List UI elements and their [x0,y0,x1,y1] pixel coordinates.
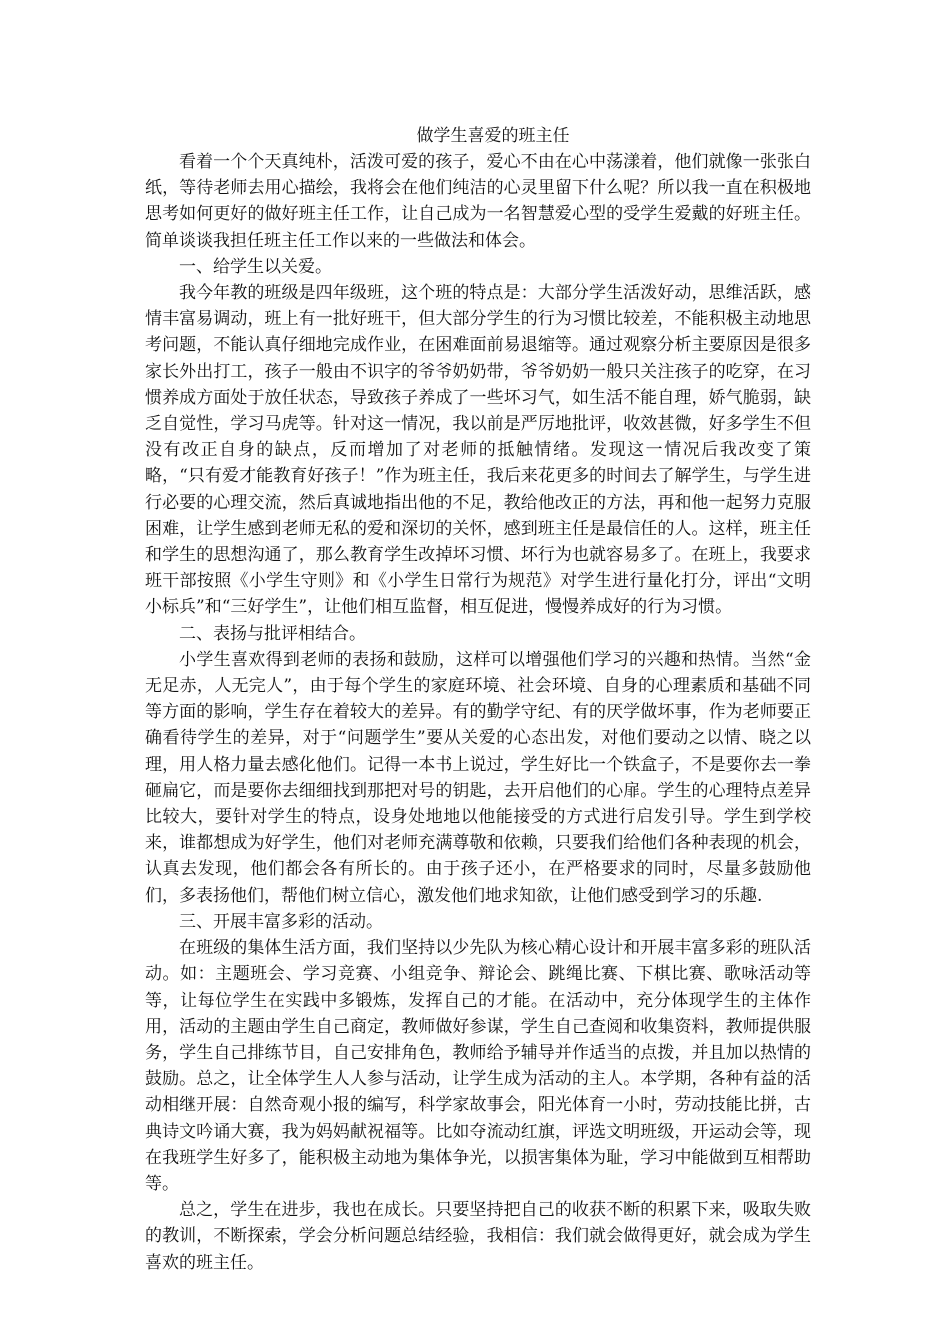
section-body-1: 我今年教的班级是四年级班，这个班的特点是：大部分学生活泼好动，思维活跃，感情丰富易调动，班上有一批好班干，但大部分学生的行为习惯比较差，不能积极主动地思考问题，不能认真仔细地完成作业，在困难面前易退缩等。通过观察分析主要原因是很多家长外出打工，孩子一般由不识字的爷爷奶奶带，爷爷奶奶一般只关注孩子的吃穿，在习惯养成方面处于放任状态，导致孩子养成了一些坏习气，如生活不能自理，娇气脆弱，缺乏自觉性，学习马虎等。针对这一情况，我以前是严厉地批评，收效甚微，好多学生不但没有改正自身的缺点，反而增加了对老师的抵触情绪。发现这一情况后我改变了策略，“只有爱才能教育好孩子！”作为班主任，我后来花更多的时间去了解学生，与学生进行必要的心理交流，然后真诚地指出他的不足，教给他改正的方法，再和他一起努力克服困难，让学生感到老师无私的爱和深切的关怀，感到班主任是最信任的人。这样，班主任和学生的思想沟通了，那么教育学生改掉坏习惯、坏行为也就容易多了。在班上，我要求班干部按照《小学生守则》和《小学生日常行为规范》对学生进行量化打分，评出“文明小标兵”和“三好学生”，让他们相互监督，相互促进，慢慢养成好的行为习惯。 [145,283,811,618]
section-heading-2: 二、表扬与批评相结合。 [179,623,366,644]
intro-paragraph: 看着一个个天真纯朴，活泼可爱的孩子，爱心不由在心中荡漾着，他们就像一张张白纸，等待老师去用心描绘，我将会在他们纯洁的心灵里留下什么呢？所以我一直在积极地思考如何更好的做好班主任工作，让自己成为一名智慧爱心型的受学生爱戴的好班主任。简单谈谈我担任班主任工作以来的一些做法和体会。 [145,152,811,251]
section-heading-1: 一、给学生以关爱。 [179,256,332,277]
document-title: 做学生喜爱的班主任 [416,126,570,146]
section-body-3: 在班级的集体生活方面，我们坚持以少先队为核心精心设计和开展丰富多彩的班队活动。如：主题班会、学习竞赛、小组竞争、辩论会、跳绳比赛、下棋比赛、歌咏活动等等，让每位学生在实践中多锻炼，发挥自己的才能。在活动中，充分体现学生的主体作用，活动的主题由学生自己商定，教师做好参谋，学生自己查阅和收集资料，教师提供服务，学生自己排练节目，自己安排角色，教师给予辅导并作适当的点拨，并且加以热情的鼓励。总之，让全体学生人人参与活动，让学生成为活动的主人。本学期，各种有益的活动相继开展：自然奇观小报的编写，科学家故事会，阳光体育一小时，劳动技能比拼，古典诗文吟诵大赛，我为妈妈献祝福等。比如夺流动红旗，评选文明班级，开运动会等，现在我班学生好多了，能积极主动地为集体争光，以损害集体为耻，学习中能做到互相帮助等。 [145,938,811,1194]
section-body-2: 小学生喜欢得到老师的表扬和鼓励，这样可以增强他们学习的兴趣和热情。当然“金无足赤，人无完人”，由于每个学生的家庭环境、社会环境、自身的心理素质和基础不同等方面的影响，学生存在着较大的差异。有的勤学守纪、有的厌学做坏事，作为老师要正确看待学生的差异，对于“问题学生”要从关爱的心态出发，对他们要动之以情、晓之以理，用人格力量去感化他们。记得一本书上说过，学生好比一个铁盒子，不是要你去一拳砸扁它，而是要你去细细找到那把对号的钥匙，去开启他们的心扉。学生的心理特点差异比较大，要针对学生的特点，设身处地地以他能接受的方式进行启发引导。学生到学校来，谁都想成为好学生，他们对老师充满尊敬和依赖，只要我们给他们各种表现的机会，认真去发现，他们都会各有所长的。由于孩子还小，在严格要求的同时，尽量多鼓励他们，多表扬他们，帮他们树立信心，激发他们地求知欲，让他们感受到学习的乐趣. [145,649,811,906]
conclusion-paragraph: 总之，学生在进步，我也在成长。只要坚持把自己的收获不断的积累下来，吸取失败的教训，不断探索，学会分析问题总结经验，我相信：我们就会做得更好，就会成为学生喜欢的班主任。 [145,1200,811,1273]
section-heading-3: 三、开展丰富多彩的活动。 [179,911,383,932]
document-body [145,123,811,1276]
